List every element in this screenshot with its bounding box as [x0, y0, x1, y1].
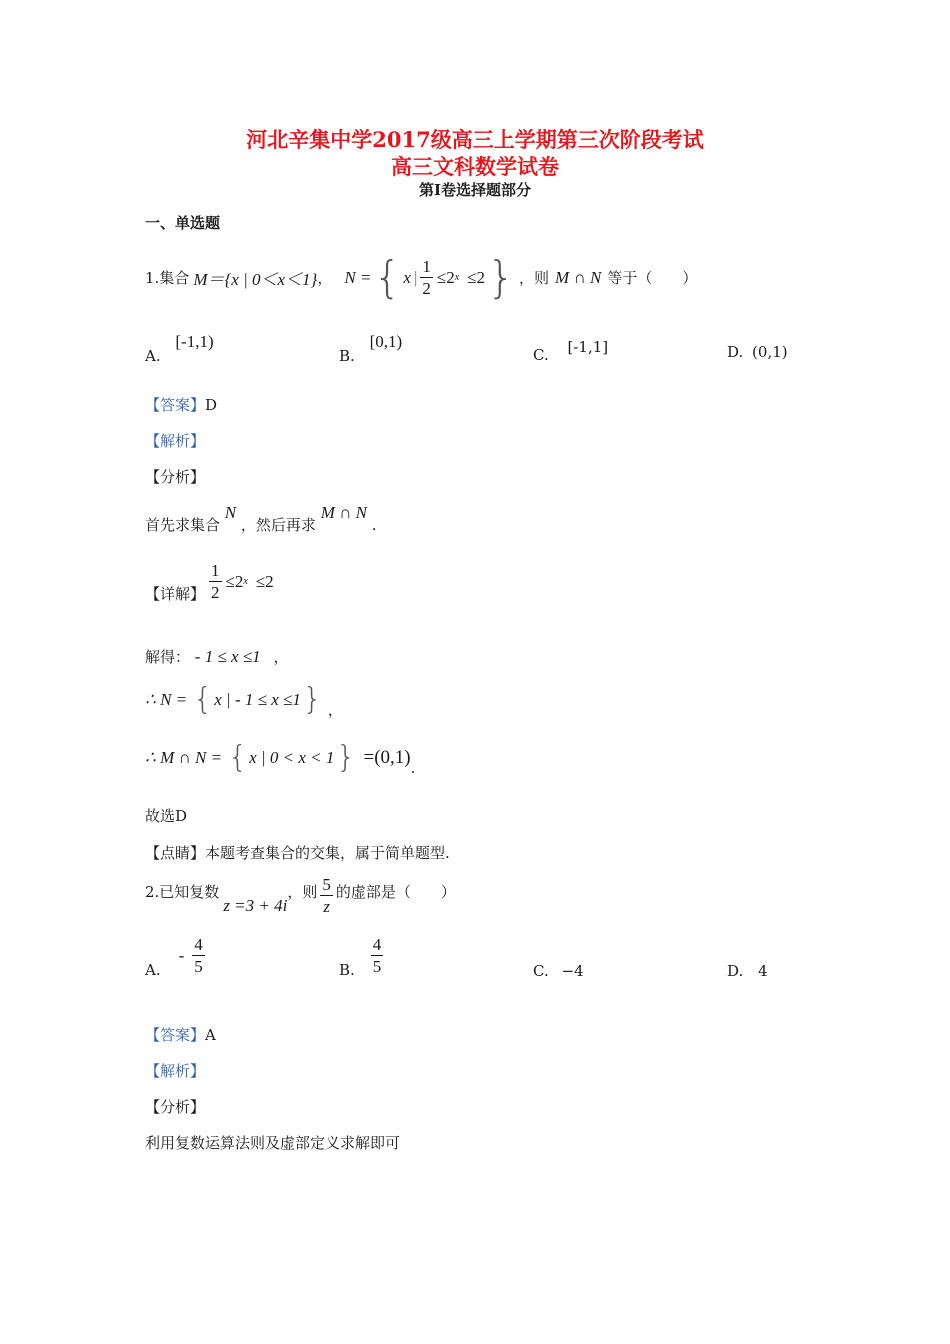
left-brace-icon: {: [228, 740, 248, 775]
q2-option-a[interactable]: [145, 935, 205, 979]
q2-option-c-label: C.: [533, 962, 549, 980]
set-n-result-line: [145, 682, 343, 717]
set-m-definition: M＝{x | 0＜x＜1}: [193, 270, 318, 289]
question-2-then: ，则: [287, 883, 318, 901]
intersection-result-inner: x | 0 < x < 1: [249, 747, 335, 767]
q2-option-c-value: −4: [561, 962, 584, 980]
q2-option-d[interactable]: [727, 962, 768, 980]
detail-tag: 【详解】: [145, 585, 206, 603]
fraction-numerator: 5: [322, 875, 331, 894]
detail-fraction-numerator: 1: [211, 561, 220, 580]
fenxi-text: [145, 502, 377, 534]
left-brace-icon: {: [193, 682, 213, 717]
fenxi-intersection: M ∩ N: [320, 503, 367, 522]
fraction-numerator: 4: [372, 935, 382, 954]
solve-line: [145, 646, 288, 667]
option-a-label: A.: [145, 347, 161, 365]
fenxi-tag: 【分析】: [145, 468, 206, 486]
comment-line: 【点睛】本题考查集合的交集，属于简单题型.: [145, 844, 450, 862]
left-brace-icon: {: [373, 252, 402, 303]
question-2-prefix: 2.已知复数: [145, 883, 220, 901]
set-n-result-tail: ，: [327, 701, 343, 719]
q2-option-d-label: D.: [727, 962, 744, 980]
solve-tail: ，: [273, 648, 289, 666]
question-1-then: ，则: [519, 269, 550, 287]
option-b-value: [0,1): [369, 332, 403, 351]
set-n-inequality: ≤2: [436, 267, 455, 287]
right-brace-icon: }: [302, 682, 322, 717]
question-2: [145, 876, 456, 915]
fraction-denominator: 5: [372, 957, 382, 976]
fraction-denominator: z: [323, 897, 330, 916]
option-d-value: (0,1): [752, 343, 788, 361]
set-n-result-inner: x | - 1 ≤ x ≤1: [214, 689, 301, 709]
analysis-tag: 【解析】: [145, 432, 206, 450]
intersection-result-prefix: ∴ M ∩ N =: [145, 747, 223, 767]
set-bar-icon: |: [413, 267, 418, 287]
question-2-ask: 的虚部是（ ）: [335, 883, 456, 901]
question-1-ask: 等于（ ）: [607, 269, 698, 287]
fraction-numerator: 4: [194, 935, 203, 954]
fraction-denominator: 5: [194, 957, 203, 976]
q2-option-a-fraction: [192, 936, 205, 975]
solve-label: 解得：: [145, 648, 191, 666]
document-title: 河北辛集中学2017级高三上学期第三次阶段考试: [246, 127, 704, 152]
detail-bound: ≤2: [255, 571, 274, 591]
intersection-result-line: [145, 740, 415, 775]
intersection-expression: M ∩ N: [555, 267, 602, 287]
part-heading: 第I卷选择题部分: [418, 181, 532, 199]
option-c-value: [-1,1]: [567, 338, 609, 356]
detail-inequality: [209, 562, 274, 601]
q2-answer-value: A: [205, 1026, 216, 1044]
q2-option-a-sign: -: [178, 945, 185, 965]
solve-expression: - 1 ≤ x ≤1: [194, 647, 261, 666]
fenxi-part-a: 首先求集合: [145, 516, 221, 534]
right-brace-icon: }: [336, 740, 356, 775]
q2-option-b-label: B.: [339, 960, 355, 979]
answer-value: D: [205, 396, 218, 414]
q2-analysis-tag: 【解析】: [145, 1062, 206, 1080]
option-c[interactable]: [533, 338, 609, 364]
fraction-five-over-z: [320, 876, 333, 915]
q2-fenxi-text: 利用复数运算法则及虚部定义求解即可: [145, 1134, 401, 1152]
right-brace-icon: }: [487, 252, 516, 303]
fraction-denominator: 2: [422, 279, 431, 298]
question-1-prefix: 1.集合: [145, 269, 190, 287]
detail-fraction-denominator: 2: [211, 583, 220, 602]
option-b[interactable]: [339, 332, 403, 365]
fraction-one-half: [420, 258, 433, 297]
detail-middle: ≤2: [225, 571, 244, 591]
option-d-label: D.: [727, 343, 744, 361]
answer-tag: 【答案】: [145, 396, 206, 414]
q2-fenxi-tag: 【分析】: [145, 1098, 206, 1116]
exponent: x: [454, 272, 460, 283]
q2-option-a-label: A.: [145, 960, 161, 979]
fenxi-part-b: ，然后再求: [240, 516, 316, 534]
question-1: [145, 252, 697, 303]
fraction-numerator: 1: [422, 257, 431, 276]
detail-line: [145, 562, 274, 601]
set-n-upper-bound: ≤2: [467, 267, 486, 287]
answer-line: [145, 394, 217, 415]
q2-answer-tag: 【答案】: [145, 1026, 206, 1044]
set-n-result-prefix: ∴ N =: [145, 689, 188, 709]
intersection-result-end: .: [410, 758, 416, 777]
detail-exponent: x: [243, 576, 248, 587]
q2-option-d-value: 4: [758, 962, 768, 980]
complex-z-expression: z =3 + 4i: [223, 895, 288, 915]
option-c-label: C.: [533, 346, 549, 364]
fenxi-n: N: [224, 503, 237, 522]
intersection-result-value: =(0,1): [363, 746, 411, 768]
section-heading: 一、单选题: [145, 214, 221, 232]
option-b-label: B.: [339, 347, 355, 365]
fenxi-end: .: [371, 516, 377, 534]
separator: ，: [317, 269, 333, 287]
q2-option-c[interactable]: [533, 962, 584, 980]
detail-fraction: [209, 562, 222, 601]
set-n-definition: [344, 252, 515, 303]
document-subtitle: 高三文科数学试卷: [391, 154, 559, 179]
choose-line: 故选D: [145, 807, 188, 825]
q2-option-b-fraction: [371, 936, 384, 975]
set-n-variable: x: [403, 267, 411, 287]
q2-option-b[interactable]: [339, 935, 383, 979]
option-a[interactable]: [145, 332, 214, 365]
set-n-equals: N =: [344, 267, 372, 287]
option-a-value: [-1,1): [175, 332, 214, 351]
option-d[interactable]: [727, 343, 788, 361]
q2-answer-line: [145, 1024, 216, 1045]
